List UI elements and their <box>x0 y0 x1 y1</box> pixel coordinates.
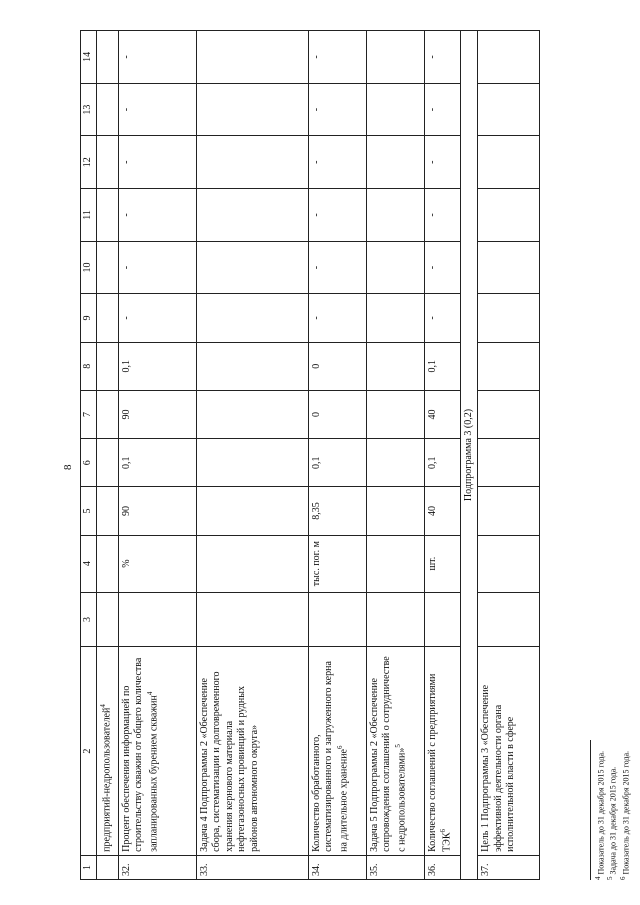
value-cell-c13 <box>96 83 118 136</box>
value-cell-empty <box>478 390 540 438</box>
header-cell-10: 10 <box>81 241 97 294</box>
indicator-text: Количество обработанного, систематизированного и загруженного керна на длительное хранение <box>310 661 349 852</box>
indicator-name <box>196 647 308 855</box>
value-cell-c7: 0 <box>308 390 366 438</box>
value-cell-empty <box>478 136 540 189</box>
indicator-name <box>118 647 196 855</box>
value-cell-c8: 0,1 <box>118 342 196 390</box>
section-header: Подпрограмма 3 (0,2) <box>460 31 478 880</box>
footnote <box>594 740 606 880</box>
value-cell-c5 <box>366 487 424 535</box>
footnotes <box>590 740 631 880</box>
value-cell-c14: - <box>424 31 460 84</box>
header-cell-13: 13 <box>81 83 97 136</box>
footnote <box>606 740 618 880</box>
header-cell-2: 2 <box>81 647 97 855</box>
value-cell-c7: 40 <box>424 390 460 438</box>
footnote-marker: 4 <box>594 876 602 880</box>
value-cell-c3 <box>366 592 424 647</box>
value-cell-empty <box>478 83 540 136</box>
value-cell-c10: - <box>424 241 460 294</box>
value-cell-c10 <box>196 241 308 294</box>
header-cell-12: 12 <box>81 136 97 189</box>
table-row <box>196 31 308 880</box>
value-cell-c4: шт. <box>424 535 460 592</box>
value-cell-empty <box>478 31 540 84</box>
value-cell-c14 <box>366 31 424 84</box>
value-cell-c6: 0,1 <box>308 439 366 487</box>
value-cell-c13 <box>196 83 308 136</box>
indicator-text: Задача 4 Подпрограммы 2 «Обеспечение сбора, систематизации и долговременного хранения кернового материала нефтегазоносных провинций и рудных районов автономного округа» <box>198 671 260 852</box>
value-cell-c4: % <box>118 535 196 592</box>
row-number: 35. <box>366 855 424 879</box>
value-cell-c14: - <box>118 31 196 84</box>
value-cell-c8: 0 <box>308 342 366 390</box>
value-cell-c14: - <box>308 31 366 84</box>
value-cell-c10 <box>96 241 118 294</box>
value-cell-empty <box>478 342 540 390</box>
value-cell-c9 <box>366 294 424 342</box>
indicator-name <box>424 647 460 855</box>
value-cell-c11: - <box>424 189 460 242</box>
value-cell-c3 <box>424 592 460 647</box>
header-cell-4: 4 <box>81 535 97 592</box>
header-cell-6: 6 <box>81 439 97 487</box>
indicator-text: Задача 5 Подпрограммы 2 «Обеспечение сопровождения соглашений о сотрудничестве с недропользователями» <box>368 656 407 852</box>
value-cell-c11 <box>366 189 424 242</box>
table-row <box>308 31 366 880</box>
value-cell-c12: - <box>118 136 196 189</box>
footnote-ref: 6 <box>439 828 447 833</box>
indicator-text: Процент обеспечения информацией по строительству скважин от общего количества запланированных бурением скважин <box>120 657 159 852</box>
value-cell-c10: - <box>118 241 196 294</box>
value-cell-c7: 90 <box>118 390 196 438</box>
value-cell-c6 <box>366 439 424 487</box>
table-row <box>478 31 540 880</box>
footnote-rule <box>590 740 591 880</box>
table-row <box>424 31 460 880</box>
value-cell-c5: 90 <box>118 487 196 535</box>
value-cell-c3 <box>118 592 196 647</box>
indicator-name: Цель 1 Подпрограммы 3 «Обеспечение эффективной деятельности органа исполнительной власти в сфере <box>478 647 540 855</box>
value-cell-c11: - <box>118 189 196 242</box>
value-cell-c8 <box>366 342 424 390</box>
footnote-text: Показатель до 31 декабря 2015 года. <box>596 750 606 875</box>
indicator-name <box>96 647 118 855</box>
indicator-text: предприятий-недропользователей <box>100 707 112 852</box>
value-cell-c12 <box>96 136 118 189</box>
value-cell-c13 <box>366 83 424 136</box>
footnote-list <box>594 740 631 880</box>
header-cell-7: 7 <box>81 390 97 438</box>
value-cell-c6 <box>196 439 308 487</box>
value-cell-empty <box>478 241 540 294</box>
header-cell-9: 9 <box>81 294 97 342</box>
indicator-name <box>366 647 424 855</box>
value-cell-empty <box>478 189 540 242</box>
rotated-sheet <box>60 20 631 900</box>
value-cell-c9 <box>196 294 308 342</box>
value-cell-c5: 8,35 <box>308 487 366 535</box>
value-cell-c6 <box>96 439 118 487</box>
footnote-marker: 5 <box>606 876 615 880</box>
footnote-ref: 6 <box>335 745 344 749</box>
value-cell-c6: 0,1 <box>118 439 196 487</box>
row-number <box>96 855 118 879</box>
value-cell-c4 <box>366 535 424 592</box>
value-cell-c12: - <box>424 136 460 189</box>
value-cell-c3 <box>96 592 118 647</box>
value-cell-c5 <box>96 487 118 535</box>
value-cell-c9: - <box>118 294 196 342</box>
row-number: 34. <box>308 855 366 879</box>
value-cell-c7 <box>96 390 118 438</box>
value-cell-c7 <box>196 390 308 438</box>
footnote-text: Задача до 31 декабря 2015 года. <box>608 766 618 875</box>
row-number: 36. <box>424 855 460 879</box>
landscape-content <box>60 20 631 900</box>
header-cell-5: 5 <box>81 487 97 535</box>
value-cell-empty <box>478 487 540 535</box>
value-cell-c5 <box>196 487 308 535</box>
page-number: 8 <box>62 464 74 470</box>
value-cell-c9 <box>96 294 118 342</box>
value-cell-c10 <box>366 241 424 294</box>
value-cell-c13: - <box>118 83 196 136</box>
footnote-ref: 5 <box>393 744 402 748</box>
header-cell-1: 1 <box>81 855 97 879</box>
value-cell-c8 <box>96 342 118 390</box>
value-cell-c5: 40 <box>424 487 460 535</box>
value-cell-c13: - <box>424 83 460 136</box>
footnote <box>619 740 631 880</box>
value-cell-c3 <box>308 592 366 647</box>
value-cell-c4 <box>96 535 118 592</box>
header-cell-11: 11 <box>81 189 97 242</box>
indicators-table <box>80 30 540 880</box>
value-cell-c4: тыс. пог. м <box>308 535 366 592</box>
value-cell-c14 <box>96 31 118 84</box>
row-number: 37. <box>478 855 540 879</box>
value-cell-c3 <box>196 592 308 647</box>
table-row <box>96 31 118 880</box>
value-cell-c9: - <box>424 294 460 342</box>
value-cell-c11 <box>196 189 308 242</box>
value-cell-c7 <box>366 390 424 438</box>
value-cell-empty <box>478 535 540 592</box>
value-cell-c9: - <box>308 294 366 342</box>
table-header-row <box>81 31 97 880</box>
value-cell-c12 <box>366 136 424 189</box>
row-number: 33. <box>196 855 308 879</box>
header-cell-3: 3 <box>81 592 97 647</box>
header-cell-8: 8 <box>81 342 97 390</box>
value-cell-empty <box>478 294 540 342</box>
indicator-name <box>308 647 366 855</box>
value-cell-c6: 0,1 <box>424 439 460 487</box>
value-cell-c4 <box>196 535 308 592</box>
indicator-text: Количество соглашений с предприятиями ТЭК <box>426 673 453 852</box>
value-cell-c12: - <box>308 136 366 189</box>
value-cell-empty <box>478 439 540 487</box>
section-row <box>460 31 478 880</box>
value-cell-c11: - <box>308 189 366 242</box>
table-row <box>118 31 196 880</box>
value-cell-empty <box>478 592 540 647</box>
row-number: 32. <box>118 855 196 879</box>
value-cell-c12 <box>196 136 308 189</box>
value-cell-c8 <box>196 342 308 390</box>
table-row <box>366 31 424 880</box>
value-cell-c14 <box>196 31 308 84</box>
table-body <box>96 31 540 880</box>
value-cell-c11 <box>96 189 118 242</box>
footnote-text: Показатель до 31 декабря 2015 года. <box>621 750 631 875</box>
value-cell-c8: 0,1 <box>424 342 460 390</box>
footnote-ref: 4 <box>98 704 107 708</box>
footnote-ref: 4 <box>145 691 154 696</box>
value-cell-c13: - <box>308 83 366 136</box>
header-cell-14: 14 <box>81 31 97 84</box>
value-cell-c10: - <box>308 241 366 294</box>
footnote-marker: 6 <box>618 876 627 880</box>
